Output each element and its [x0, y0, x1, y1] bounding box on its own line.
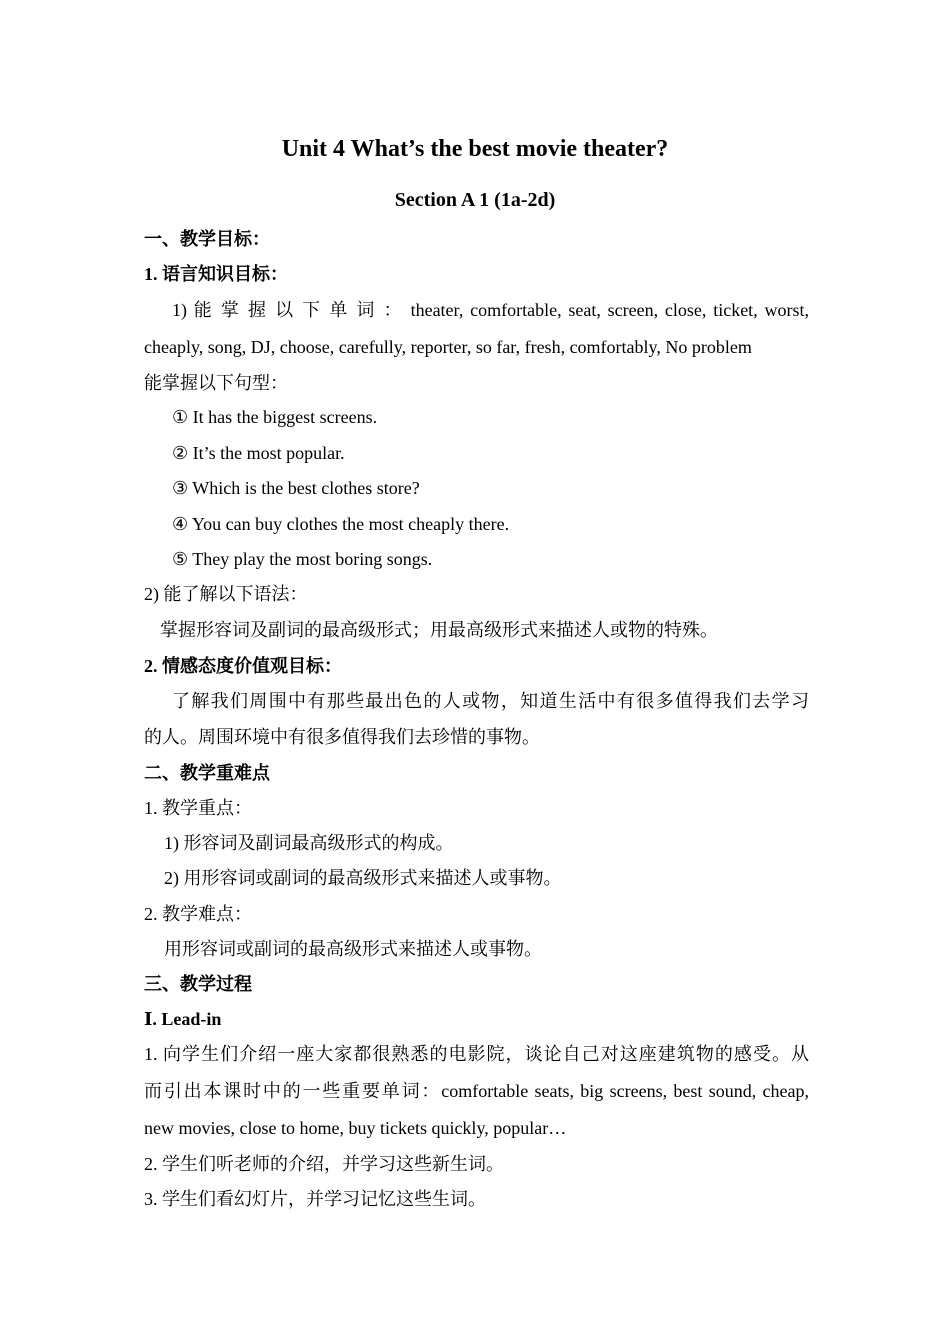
paragraph-line: 2. 学生们听老师的介绍，并学习这些新生词。 — [144, 1154, 504, 1174]
paragraph-line: 1) 能 掌 握 以 下 单 词 ： theater, comfortable, seat, screen, close, ticket, worst, — [172, 300, 809, 320]
subheading-language-knowledge: 1. 语言知识目标： — [144, 264, 288, 284]
paragraph-line: 3. 学生们看幻灯片，并学习记忆这些生词。 — [144, 1189, 486, 1209]
paragraph-line: 2) 能了解以下语法： — [144, 584, 308, 604]
paragraph-line: 而引出本课时中的一些重要单词：comfortable seats, big screens, best sound, cheap, — [144, 1081, 809, 1101]
document-subtitle: Section A 1 (1a-2d) — [394, 189, 556, 211]
section-heading-process: 三、教学过程 — [144, 974, 252, 994]
paragraph-line: new movies, close to home, buy tickets quickly, popular… — [144, 1118, 567, 1138]
paragraph-line: 1. 向学生们介绍一座大家都很熟悉的电影院，谈论自己对这座建筑物的感受。从 — [144, 1044, 809, 1064]
paragraph-line: 掌握形容词及副词的最高级形式；用最高级形式来描述人或物的特殊。 — [160, 620, 718, 640]
paragraph-line: 用形容词或副词的最高级形式来描述人或事物。 — [164, 939, 542, 959]
paragraph-line: 能掌握以下句型： — [144, 373, 288, 393]
section-heading-key-points: 二、教学重难点 — [144, 763, 270, 783]
document-title: Unit 4 What’s the best movie theater? — [281, 136, 669, 162]
paragraph-line: cheaply, song, DJ, choose, carefully, reporter, so far, fresh, comfortably, No problem — [144, 337, 752, 357]
section-heading-objectives: 一、教学目标： — [144, 229, 270, 249]
sentence-item: ④ You can buy clothes the most cheaply there. — [172, 514, 510, 534]
sentence-item: ① It has the biggest screens. — [172, 407, 378, 427]
subheading-emotional-goals: 2. 情感态度价值观目标： — [144, 656, 342, 676]
paragraph-line: 1) 形容词及副词最高级形式的构成。 — [164, 833, 454, 853]
sentence-item: ② It’s the most popular. — [172, 443, 345, 463]
sentence-item: ③ Which is the best clothes store? — [172, 478, 420, 498]
paragraph-line: 1. 教学重点： — [144, 798, 252, 818]
paragraph-line: 2) 用形容词或副词的最高级形式来描述人或事物。 — [164, 868, 562, 888]
sentence-item: ⑤ They play the most boring songs. — [172, 549, 433, 569]
paragraph-line: 了解我们周围中有那些最出色的人或物，知道生活中有很多值得我们去学习 — [172, 691, 809, 711]
paragraph-line: 2. 教学难点： — [144, 904, 252, 924]
paragraph-line: 的人。周围环境中有很多值得我们去珍惜的事物。 — [144, 727, 540, 747]
subheading-lead-in: Ⅰ. Lead-in — [144, 1009, 222, 1029]
